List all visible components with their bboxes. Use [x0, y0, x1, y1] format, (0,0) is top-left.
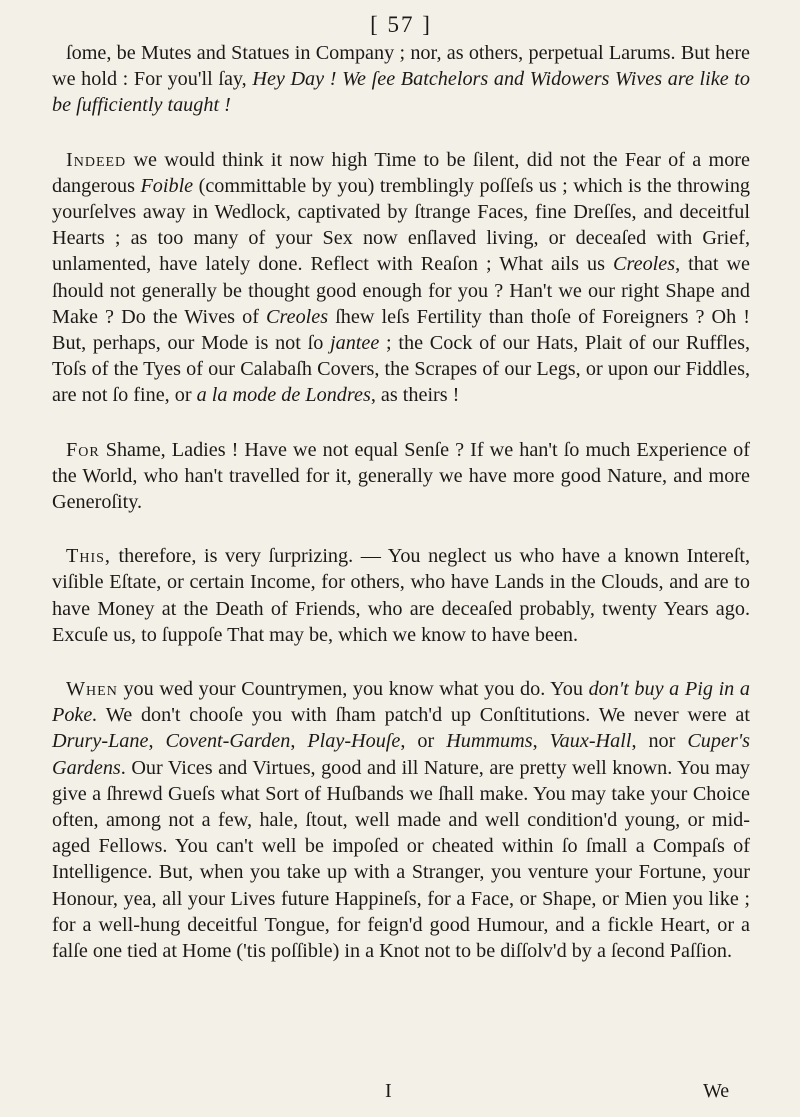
paragraph-lead-word: Indeed [66, 148, 127, 171]
signature-mark: I [385, 1080, 392, 1102]
body-text: therefore, is very ſurprizing. — You neglect us who have a known Intereſt, viſible Eſtate, or certain Income, for others, who have Lands in the Clouds, and are to have Money at the Death of Friends, who are deceaſed probably, twenty Years ago. Excuſe us, to ſuppoſe That may be, which we know to have been. [52, 545, 750, 646]
body-text: Shame, Ladies ! Have we not equal Senſe ? If we han't ſo much Experience of the World, who han't travelled for it, generally we have more good Nature, and more Generoſity. [52, 438, 750, 514]
paragraph-2 [52, 147, 750, 409]
body-text: ; the Cock of our Hats, Plait of our Ruffles, Toſs of the Tyes of our Calabaſh Covers, the Scrapes of our Legs, or upon our Fiddles, are not ſo fine, or [52, 332, 750, 407]
body-text: . Our Vices and Virtues, good and ill Nature, are pretty well known. You may give a ſhrewd Gueſs what Sort of Huſbands we ſhall make. You may take your Choice often, among not a few, hale, ſtout, well made and well condition'd young, or mid-aged Fellows. You can't well be impoſed or cheated within ſo ſmall a Compaſs of Intelligence. But, when you take up with a Stranger, you venture your Fortune, your Honour, yea, all your Lives future Happineſs, for a Face, or Shape, or Mien you like ; for a well-hung deceitful Tongue, for feign'd good Humour, and a fickle Heart, or a falſe one tied at Home ('tis poſſible) in a Knot not to be diſſolv'd by a ſecond Paſſion. [52, 756, 750, 963]
paragraph-lead-word: For [66, 438, 100, 461]
italic-text: jantee [330, 332, 380, 355]
body-text: , [532, 730, 550, 753]
body-text: we would think it now high Time to be ſilent, did not the Fear of a more dangerous [52, 148, 750, 197]
body-text: ſhew leſs Fertility than thoſe of Foreigners ? Oh ! But, perhaps, our Mode is not ſo [52, 305, 750, 355]
italic-text: Hummums [446, 730, 533, 753]
italic-text: Play-Houſe [307, 730, 401, 753]
paragraph-lead-word: When [66, 678, 118, 701]
paragraph-1 [52, 40, 750, 119]
catchword: We [703, 1080, 730, 1102]
italic-text: a la mode de Londres [196, 384, 371, 407]
paragraph-lead-word: This, [66, 545, 111, 568]
page-footer [0, 1080, 800, 1110]
italic-text: don't buy a Pig in a Poke. [52, 678, 750, 727]
italic-text: Vaux-Hall [549, 730, 632, 753]
body-text: We don't chooſe you with ſham patch'd up Conſtitutions. We never were at [97, 704, 750, 727]
body-text: (committable by you) tremblingly poſſeſs us ; which is the throwing yourſelves away in Wedlock, captivated by ſtrange Faces, fine Dreſſes, and deceitful Hearts ; as too many of your Sex now enſlaved living, or deceaſed with Grief, unlamented, have lately done. Reflect with Reaſon ; What ails us [52, 174, 751, 276]
italic-text: Covent-Garden [165, 730, 291, 753]
paragraph-3 [52, 437, 750, 516]
italic-text: Creoles [613, 253, 676, 276]
body-text: ſome, be Mutes and Statues in Company ; nor, as others, perpetual Larums. But here we hold : For you'll ſay, [52, 42, 750, 91]
italic-text: Hey Day ! We ſee Batchelors and Widowers Wives are like to be ſufficiently taught ! [52, 68, 750, 117]
paragraph-4 [52, 543, 750, 648]
italic-text: Foible [140, 174, 194, 197]
body-text: , [148, 730, 166, 753]
body-text: , or [400, 730, 447, 753]
body-text: , that we ſhould not generally be thought good enough for you ? Han't we our right Shape and Make ? Do the Wives of [52, 253, 750, 328]
italic-text: Drury-Lane [52, 730, 149, 753]
italic-text: Creoles [266, 305, 329, 328]
body-text: , [290, 730, 308, 753]
paragraph-5 [52, 676, 750, 964]
italic-text: Cuper's Gardens [52, 730, 750, 779]
body-text: you wed your Countrymen, you know what you do. You [117, 678, 589, 701]
page-number: [ 57 ] [370, 12, 432, 37]
body-text: , nor [631, 730, 688, 753]
body-text: , as theirs ! [370, 384, 460, 407]
